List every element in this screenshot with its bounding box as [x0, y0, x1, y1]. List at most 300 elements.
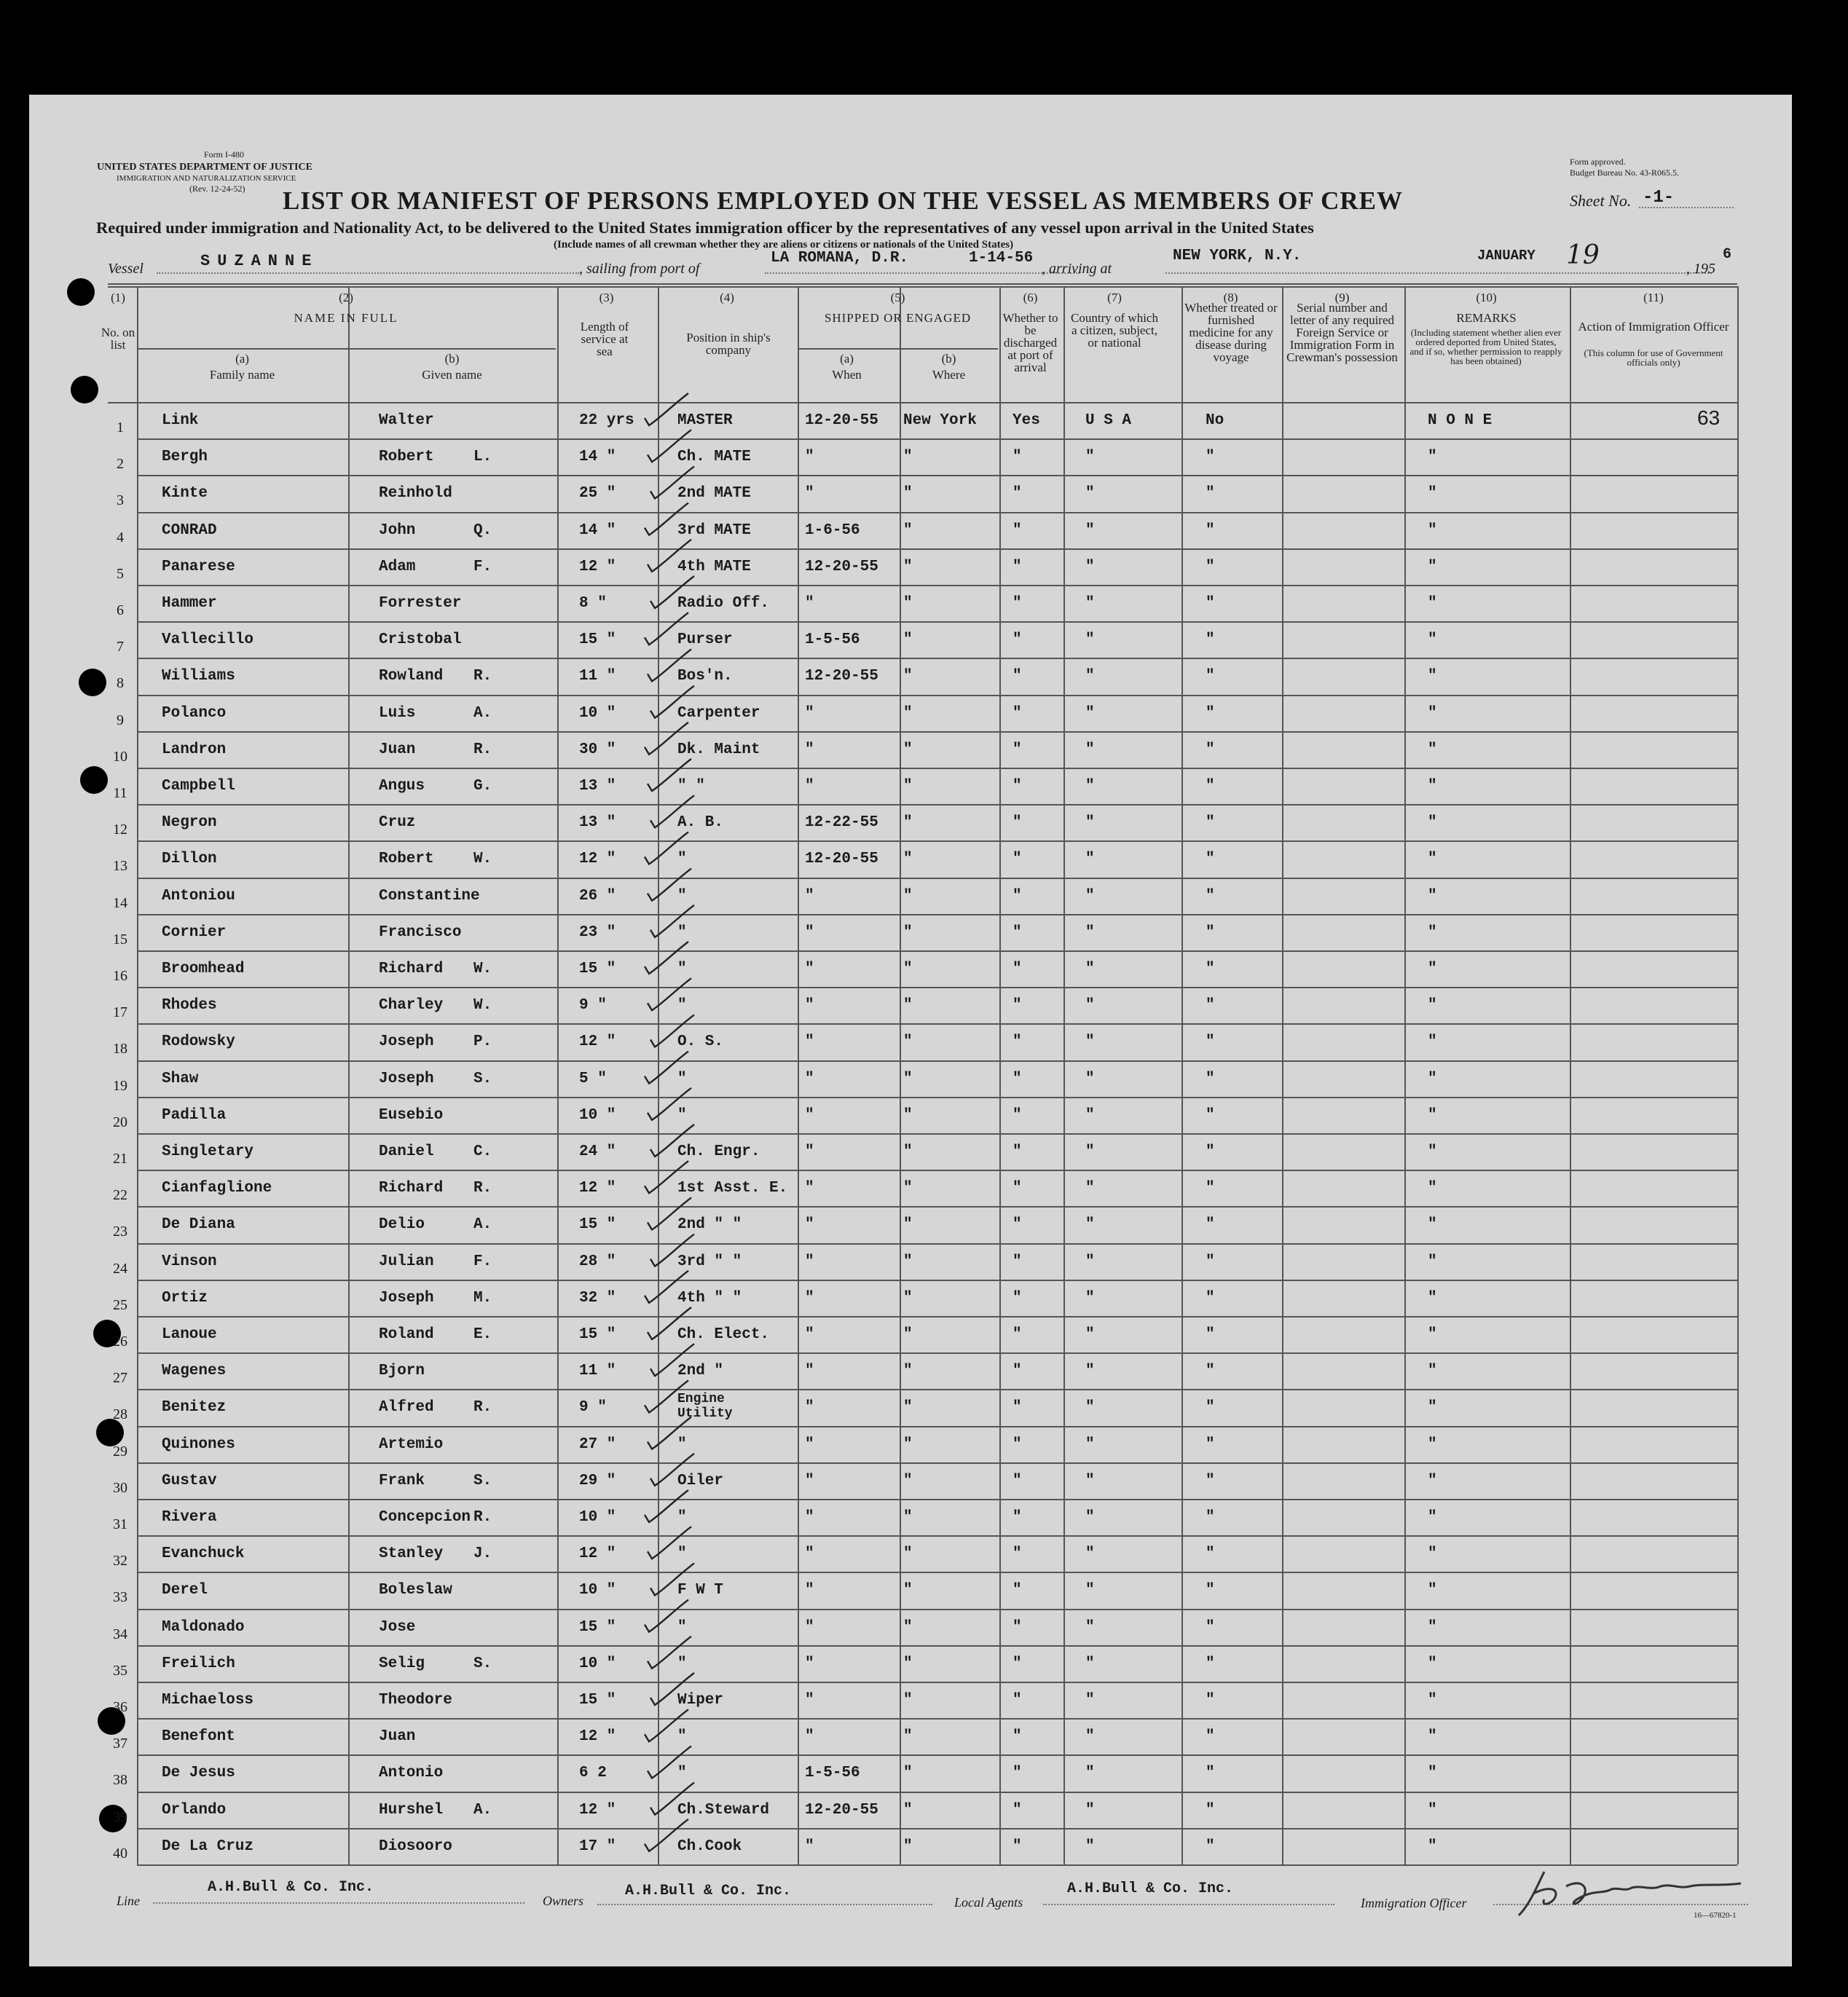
line-value: A.H.Bull & Co. Inc.: [208, 1879, 374, 1896]
discharged: ": [1013, 887, 1022, 905]
col5b-header: Where: [932, 368, 966, 382]
given-initial: R.: [473, 668, 492, 685]
shipped-where: ": [903, 521, 913, 539]
shipped-when: ": [805, 997, 814, 1015]
remarks: ": [1428, 1435, 1437, 1453]
discharged: ": [1013, 1180, 1022, 1197]
country: ": [1085, 1582, 1095, 1599]
row-number: 14: [113, 894, 127, 911]
service-length: 12 ": [579, 558, 616, 575]
medicine: ": [1206, 851, 1215, 868]
family-name: Rhodes: [162, 997, 217, 1015]
shipped-where: ": [903, 1143, 913, 1160]
service-length: 15 ": [579, 631, 616, 649]
family-name: Rivera: [162, 1509, 217, 1526]
remarks: ": [1428, 1253, 1437, 1270]
check-mark: [645, 942, 688, 974]
shipped-where: ": [903, 631, 913, 649]
service-length: 14 ": [579, 449, 616, 466]
given-name: Concepcion: [379, 1509, 471, 1526]
shipped-where: ": [903, 1033, 913, 1051]
service-length: 10 ": [579, 1106, 616, 1124]
discharged: ": [1013, 521, 1022, 539]
family-name: Quinones: [162, 1435, 235, 1453]
arrival-port: NEW YORK, N.Y.: [1173, 248, 1302, 264]
col6-header: Whether to be discharged at port of arrival: [1002, 311, 1058, 374]
remarks: ": [1428, 1655, 1437, 1672]
discharged: ": [1013, 1143, 1022, 1160]
discharged: ": [1013, 1399, 1022, 1417]
medicine: ": [1206, 1509, 1215, 1526]
remarks: ": [1428, 1692, 1437, 1709]
service-length: 9 ": [579, 1399, 607, 1417]
medicine: ": [1206, 741, 1215, 758]
check-mark: [645, 393, 688, 425]
position: 4th " ": [677, 1289, 742, 1307]
discharged: ": [1013, 961, 1022, 977]
position: A. B.: [677, 814, 724, 832]
family-name: Vallecillo: [162, 631, 254, 649]
discharged: ": [1013, 1692, 1022, 1709]
shipped-where: New York: [903, 412, 977, 429]
given-name: Reinhold: [379, 485, 452, 503]
country: ": [1085, 814, 1095, 832]
discharged: ": [1013, 1033, 1022, 1051]
medicine: ": [1206, 1070, 1215, 1087]
remarks: N O N E: [1428, 412, 1493, 429]
medicine: ": [1206, 1143, 1215, 1160]
remarks: ": [1428, 1143, 1437, 1160]
family-name: CONRAD: [162, 521, 217, 539]
family-name: Evanchuck: [162, 1545, 245, 1563]
remarks: ": [1428, 1106, 1437, 1124]
given-initial: C.: [473, 1143, 492, 1160]
service-length: 29 ": [579, 1472, 616, 1489]
country: ": [1085, 1801, 1095, 1819]
shipped-where: ": [903, 923, 913, 941]
remarks: ": [1428, 1801, 1437, 1819]
col5b-number: (b): [941, 352, 956, 366]
service-length: 12 ": [579, 1728, 616, 1746]
remarks: ": [1428, 1326, 1437, 1343]
discharged: ": [1013, 851, 1022, 868]
departure-port: LA ROMANA, D.R.: [771, 250, 909, 267]
position: ": [677, 961, 687, 977]
shipped-when: ": [805, 704, 814, 722]
remarks: ": [1428, 923, 1437, 941]
shipped-when: 12-20-55: [805, 412, 878, 429]
shipped-when: ": [805, 1363, 814, 1380]
shipped-where: ": [903, 1801, 913, 1819]
shipped-where: ": [903, 1289, 913, 1307]
medicine: ": [1206, 1363, 1215, 1380]
shipped-where: ": [903, 449, 913, 466]
discharged: ": [1013, 485, 1022, 503]
given-initial: G.: [473, 778, 492, 795]
remarks: ": [1428, 741, 1437, 758]
col9-header: Serial number and letter of any required Foreign Service or Immigration Form in Crewman's possession: [1286, 301, 1398, 364]
check-mark: [650, 795, 694, 827]
given-name: Constantine: [379, 887, 480, 905]
service-length: 26 ": [579, 887, 616, 905]
service-length: 12 ": [579, 1801, 616, 1819]
medicine: ": [1206, 449, 1215, 466]
country: ": [1085, 485, 1095, 503]
family-name: Bergh: [162, 449, 208, 466]
medicine: ": [1206, 1326, 1215, 1343]
remarks: ": [1428, 1399, 1437, 1417]
remarks: ": [1428, 668, 1437, 685]
shipped-where: ": [903, 814, 913, 832]
shipped-when: ": [805, 1728, 814, 1746]
check-mark: [645, 613, 688, 645]
family-name: De Diana: [162, 1216, 235, 1234]
country: ": [1085, 1289, 1095, 1307]
given-name: Eusebio: [379, 1106, 444, 1124]
position: Dk. Maint: [677, 741, 760, 758]
given-name: Forrester: [379, 595, 462, 612]
row-number: 3: [117, 492, 124, 509]
shipped-when: ": [805, 1582, 814, 1599]
row-number: 4: [117, 529, 124, 545]
given-name: Hurshel: [379, 1801, 444, 1819]
service-length: 10 ": [579, 1509, 616, 1526]
medicine: ": [1206, 1692, 1215, 1709]
shipped-where: ": [903, 485, 913, 503]
remarks: ": [1428, 1765, 1437, 1782]
family-name: Vinson: [162, 1253, 217, 1270]
given-initial: J.: [473, 1545, 492, 1563]
shipped-when: ": [805, 1435, 814, 1453]
given-name: Diosooro: [379, 1838, 452, 1855]
service-length: 9 ": [579, 997, 607, 1015]
form-title: LIST OR MANIFEST OF PERSONS EMPLOYED ON THE VESSEL AS MEMBERS OF CREW: [283, 186, 1404, 215]
row-number: 9: [117, 712, 124, 728]
row-number: 25: [113, 1296, 127, 1313]
service-length: 13 ": [579, 778, 616, 795]
service-length: 15 ": [579, 1618, 616, 1636]
discharged: ": [1013, 595, 1022, 612]
discharged: ": [1013, 1326, 1022, 1343]
discharged: ": [1013, 1618, 1022, 1636]
arrival-day: 19: [1566, 240, 1600, 270]
family-name: Negron: [162, 814, 217, 832]
shipped-when: 12-20-55: [805, 851, 878, 868]
position: Engine Utility: [677, 1392, 733, 1422]
country: ": [1085, 1326, 1095, 1343]
service-length: 10 ": [579, 1655, 616, 1672]
given-initial: W.: [473, 851, 492, 868]
shipped-where: ": [903, 558, 913, 575]
col2b-number: (b): [444, 352, 460, 366]
position: 2nd MATE: [677, 485, 751, 503]
family-name: Benitez: [162, 1399, 227, 1417]
discharged: ": [1013, 1838, 1022, 1855]
shipped-where: ": [903, 961, 913, 977]
remarks: ": [1428, 1509, 1437, 1526]
medicine: ": [1206, 814, 1215, 832]
remarks: ": [1428, 1838, 1437, 1855]
country: ": [1085, 1765, 1095, 1782]
position: ": [677, 1655, 687, 1672]
family-name: Landron: [162, 741, 227, 758]
country: ": [1085, 923, 1095, 941]
medicine: ": [1206, 923, 1215, 941]
year-digit: 6: [1723, 246, 1732, 263]
position: Ch.Cook: [677, 1838, 742, 1855]
medicine: ": [1206, 1765, 1215, 1782]
year-prefix: , 195: [1686, 261, 1715, 277]
owners-value: A.H.Bull & Co. Inc.: [625, 1883, 792, 1899]
discharged: ": [1013, 1655, 1022, 1672]
row-number: 27: [113, 1370, 127, 1387]
remarks: ": [1428, 595, 1437, 612]
medicine: ": [1206, 1106, 1215, 1124]
medicine: ": [1206, 521, 1215, 539]
check-mark: [645, 1052, 688, 1084]
shipped-when: ": [805, 1618, 814, 1636]
given-initial: A.: [473, 1216, 492, 1234]
shipped-when: ": [805, 1216, 814, 1234]
col2b-header: Given name: [422, 368, 482, 382]
discharged: ": [1013, 704, 1022, 722]
shipped-when: 1-6-56: [805, 521, 860, 539]
check-mark: [650, 576, 694, 608]
position: ": [677, 851, 687, 868]
position: ": [677, 1435, 687, 1453]
check-mark: [648, 1307, 691, 1339]
family-name: Campbell: [162, 778, 235, 795]
country: U S A: [1085, 412, 1132, 429]
given-name: Robert: [379, 851, 434, 868]
shipped-when: ": [805, 778, 814, 795]
medicine: ": [1206, 1838, 1215, 1855]
local-agents-label: Local Agents: [954, 1895, 1023, 1910]
given-initial: W.: [473, 961, 492, 977]
remarks: ": [1428, 485, 1437, 503]
given-name: Bjorn: [379, 1363, 425, 1380]
col4-header: Position in ship's company: [686, 331, 771, 357]
given-name: Robert: [379, 449, 434, 466]
department-line: UNITED STATES DEPARTMENT OF JUSTICE: [97, 162, 312, 173]
family-name: Singletary: [162, 1143, 254, 1160]
given-name: Walter: [379, 412, 434, 429]
shipped-where: ": [903, 1838, 913, 1855]
family-name: Broomhead: [162, 961, 245, 977]
row-number: 22: [113, 1187, 127, 1204]
check-mark: [648, 1746, 691, 1778]
position: 2nd " ": [677, 1216, 742, 1234]
col8-number: (8): [1223, 291, 1238, 304]
country: ": [1085, 1655, 1095, 1672]
position: Carpenter: [677, 704, 760, 722]
row-number: 8: [117, 675, 124, 692]
service-length: 10 ": [579, 1582, 616, 1599]
shipped-where: ": [903, 851, 913, 868]
remarks: ": [1428, 1363, 1437, 1380]
shipped-when: ": [805, 1106, 814, 1124]
family-name: Kinte: [162, 485, 208, 503]
medicine: ": [1206, 1435, 1215, 1453]
form-subnote: (Include names of all crewman whether they are aliens or citizens or nationals of the United States): [554, 239, 1014, 251]
row-number: 7: [117, 639, 124, 655]
row-number: 12: [113, 822, 127, 838]
check-mark: [648, 1636, 691, 1669]
form-number: Form I-480: [204, 149, 244, 159]
row-number: 10: [113, 748, 127, 765]
row-number: 20: [113, 1114, 127, 1130]
shipped-when: 12-20-55: [805, 668, 878, 685]
medicine: ": [1206, 668, 1215, 685]
given-name: Frank: [379, 1472, 425, 1489]
col1-number: (1): [111, 291, 125, 304]
family-name: De La Cruz: [162, 1838, 254, 1855]
country: ": [1085, 1399, 1095, 1417]
col7-header: Country of which a citizen, subject, or national: [1071, 311, 1158, 350]
medicine: ": [1206, 1801, 1215, 1819]
position: ": [677, 1070, 687, 1087]
col6-number: (6): [1023, 291, 1038, 304]
col10-number: (10): [1476, 291, 1497, 304]
service-length: 23 ": [579, 923, 616, 941]
given-name: Juan: [379, 1728, 416, 1746]
check-mark: [650, 1344, 694, 1376]
check-mark: [650, 1673, 694, 1705]
position: ": [677, 1509, 687, 1526]
medicine: ": [1206, 1728, 1215, 1746]
service-length: 5 ": [579, 1070, 607, 1087]
check-mark: [648, 1527, 691, 1559]
discharged: ": [1013, 1070, 1022, 1087]
given-name: Charley: [379, 997, 444, 1015]
family-name: Maldonado: [162, 1618, 245, 1636]
row-number: 13: [113, 858, 127, 875]
revision-line: (Rev. 12-24-52): [189, 184, 245, 194]
given-initial: R.: [473, 741, 492, 758]
country: ": [1085, 778, 1095, 795]
remarks: ": [1428, 558, 1437, 575]
row-number: 36: [113, 1699, 127, 1715]
shipped-when: 1-5-56: [805, 1765, 860, 1782]
check-mark: [650, 1124, 694, 1157]
position: 4th MATE: [677, 558, 751, 575]
discharged: ": [1013, 1106, 1022, 1124]
discharged: ": [1013, 1472, 1022, 1489]
given-initial: S.: [473, 1070, 492, 1087]
remarks: ": [1428, 997, 1437, 1015]
col5a-number: (a): [840, 352, 854, 366]
given-name: Theodore: [379, 1692, 452, 1709]
given-initial: L.: [473, 449, 492, 466]
row-number: 2: [117, 456, 124, 473]
print-code: 16—67820-1: [1694, 1911, 1737, 1920]
medicine: ": [1206, 485, 1215, 503]
budget-bureau-line: Budget Bureau No. 43-R065.5.: [1570, 168, 1679, 178]
shipped-when: ": [805, 1472, 814, 1489]
country: ": [1085, 1363, 1095, 1380]
discharged: ": [1013, 631, 1022, 649]
shipped-where: ": [903, 741, 913, 758]
position: O. S.: [677, 1033, 724, 1051]
service-line: IMMIGRATION AND NATURALIZATION SERVICE: [117, 174, 296, 183]
shipped-when: ": [805, 1180, 814, 1197]
col10-header: REMARKS: [1456, 311, 1517, 325]
given-initial: S.: [473, 1655, 492, 1672]
shipped-when: ": [805, 1070, 814, 1087]
country: ": [1085, 521, 1095, 539]
remarks: ": [1428, 1582, 1437, 1599]
discharged: Yes: [1013, 412, 1040, 429]
service-length: 12 ": [579, 1180, 616, 1197]
shipped-where: ": [903, 1509, 913, 1526]
check-mark: [650, 905, 694, 937]
family-name: Dillon: [162, 851, 217, 868]
service-length: 11 ": [579, 668, 616, 685]
service-length: 28 ": [579, 1253, 616, 1270]
check-mark: [650, 686, 694, 718]
position: ": [677, 1728, 687, 1746]
row-number: 1: [117, 420, 124, 436]
check-mark: [645, 1490, 688, 1522]
medicine: ": [1206, 1582, 1215, 1599]
discharged: ": [1013, 1582, 1022, 1599]
shipped-when: ": [805, 1289, 814, 1307]
row-number: 18: [113, 1041, 127, 1057]
discharged: ": [1013, 1216, 1022, 1234]
check-mark: [650, 1234, 694, 1267]
col11-number: (11): [1643, 291, 1664, 304]
row-number: 21: [113, 1151, 127, 1167]
country: ": [1085, 1728, 1095, 1746]
shipped-where: ": [903, 1106, 913, 1124]
shipped-when: ": [805, 1838, 814, 1855]
position: Ch. MATE: [677, 449, 751, 466]
country: ": [1085, 1509, 1095, 1526]
col8-header: Whether treated or furnished medicine for any disease during voyage: [1184, 301, 1278, 364]
given-name: Joseph: [379, 1289, 434, 1307]
service-length: 30 ": [579, 741, 616, 758]
given-name: Richard: [379, 1180, 444, 1197]
shipped-where: ": [903, 1253, 913, 1270]
check-mark: [648, 869, 691, 901]
shipped-where: ": [903, 595, 913, 612]
position: ": [677, 887, 687, 905]
family-name: Hammer: [162, 595, 217, 612]
medicine: ": [1206, 558, 1215, 575]
check-mark: [645, 503, 688, 535]
check-mark: [648, 649, 691, 681]
col5a-header: When: [832, 368, 862, 382]
shipped-when: ": [805, 1655, 814, 1672]
col11-header: Action of Immigration Officer: [1578, 320, 1729, 334]
check-mark: [648, 540, 691, 572]
position: Ch. Elect.: [677, 1326, 770, 1343]
given-name: Joseph: [379, 1033, 434, 1051]
medicine: ": [1206, 1472, 1215, 1489]
shipped-where: ": [903, 1692, 913, 1709]
medicine: ": [1206, 1216, 1215, 1234]
discharged: ": [1013, 1801, 1022, 1819]
shipped-when: ": [805, 1692, 814, 1709]
given-name: Adam: [379, 558, 416, 575]
local-agents-value: A.H.Bull & Co. Inc.: [1067, 1880, 1234, 1897]
position: ": [677, 997, 687, 1015]
shipped-when: ": [805, 1253, 814, 1270]
sheet-label: Sheet No.: [1570, 192, 1632, 210]
row-number: 32: [113, 1553, 127, 1569]
shipped-when: ": [805, 485, 814, 503]
service-length: 11 ": [579, 1363, 616, 1380]
